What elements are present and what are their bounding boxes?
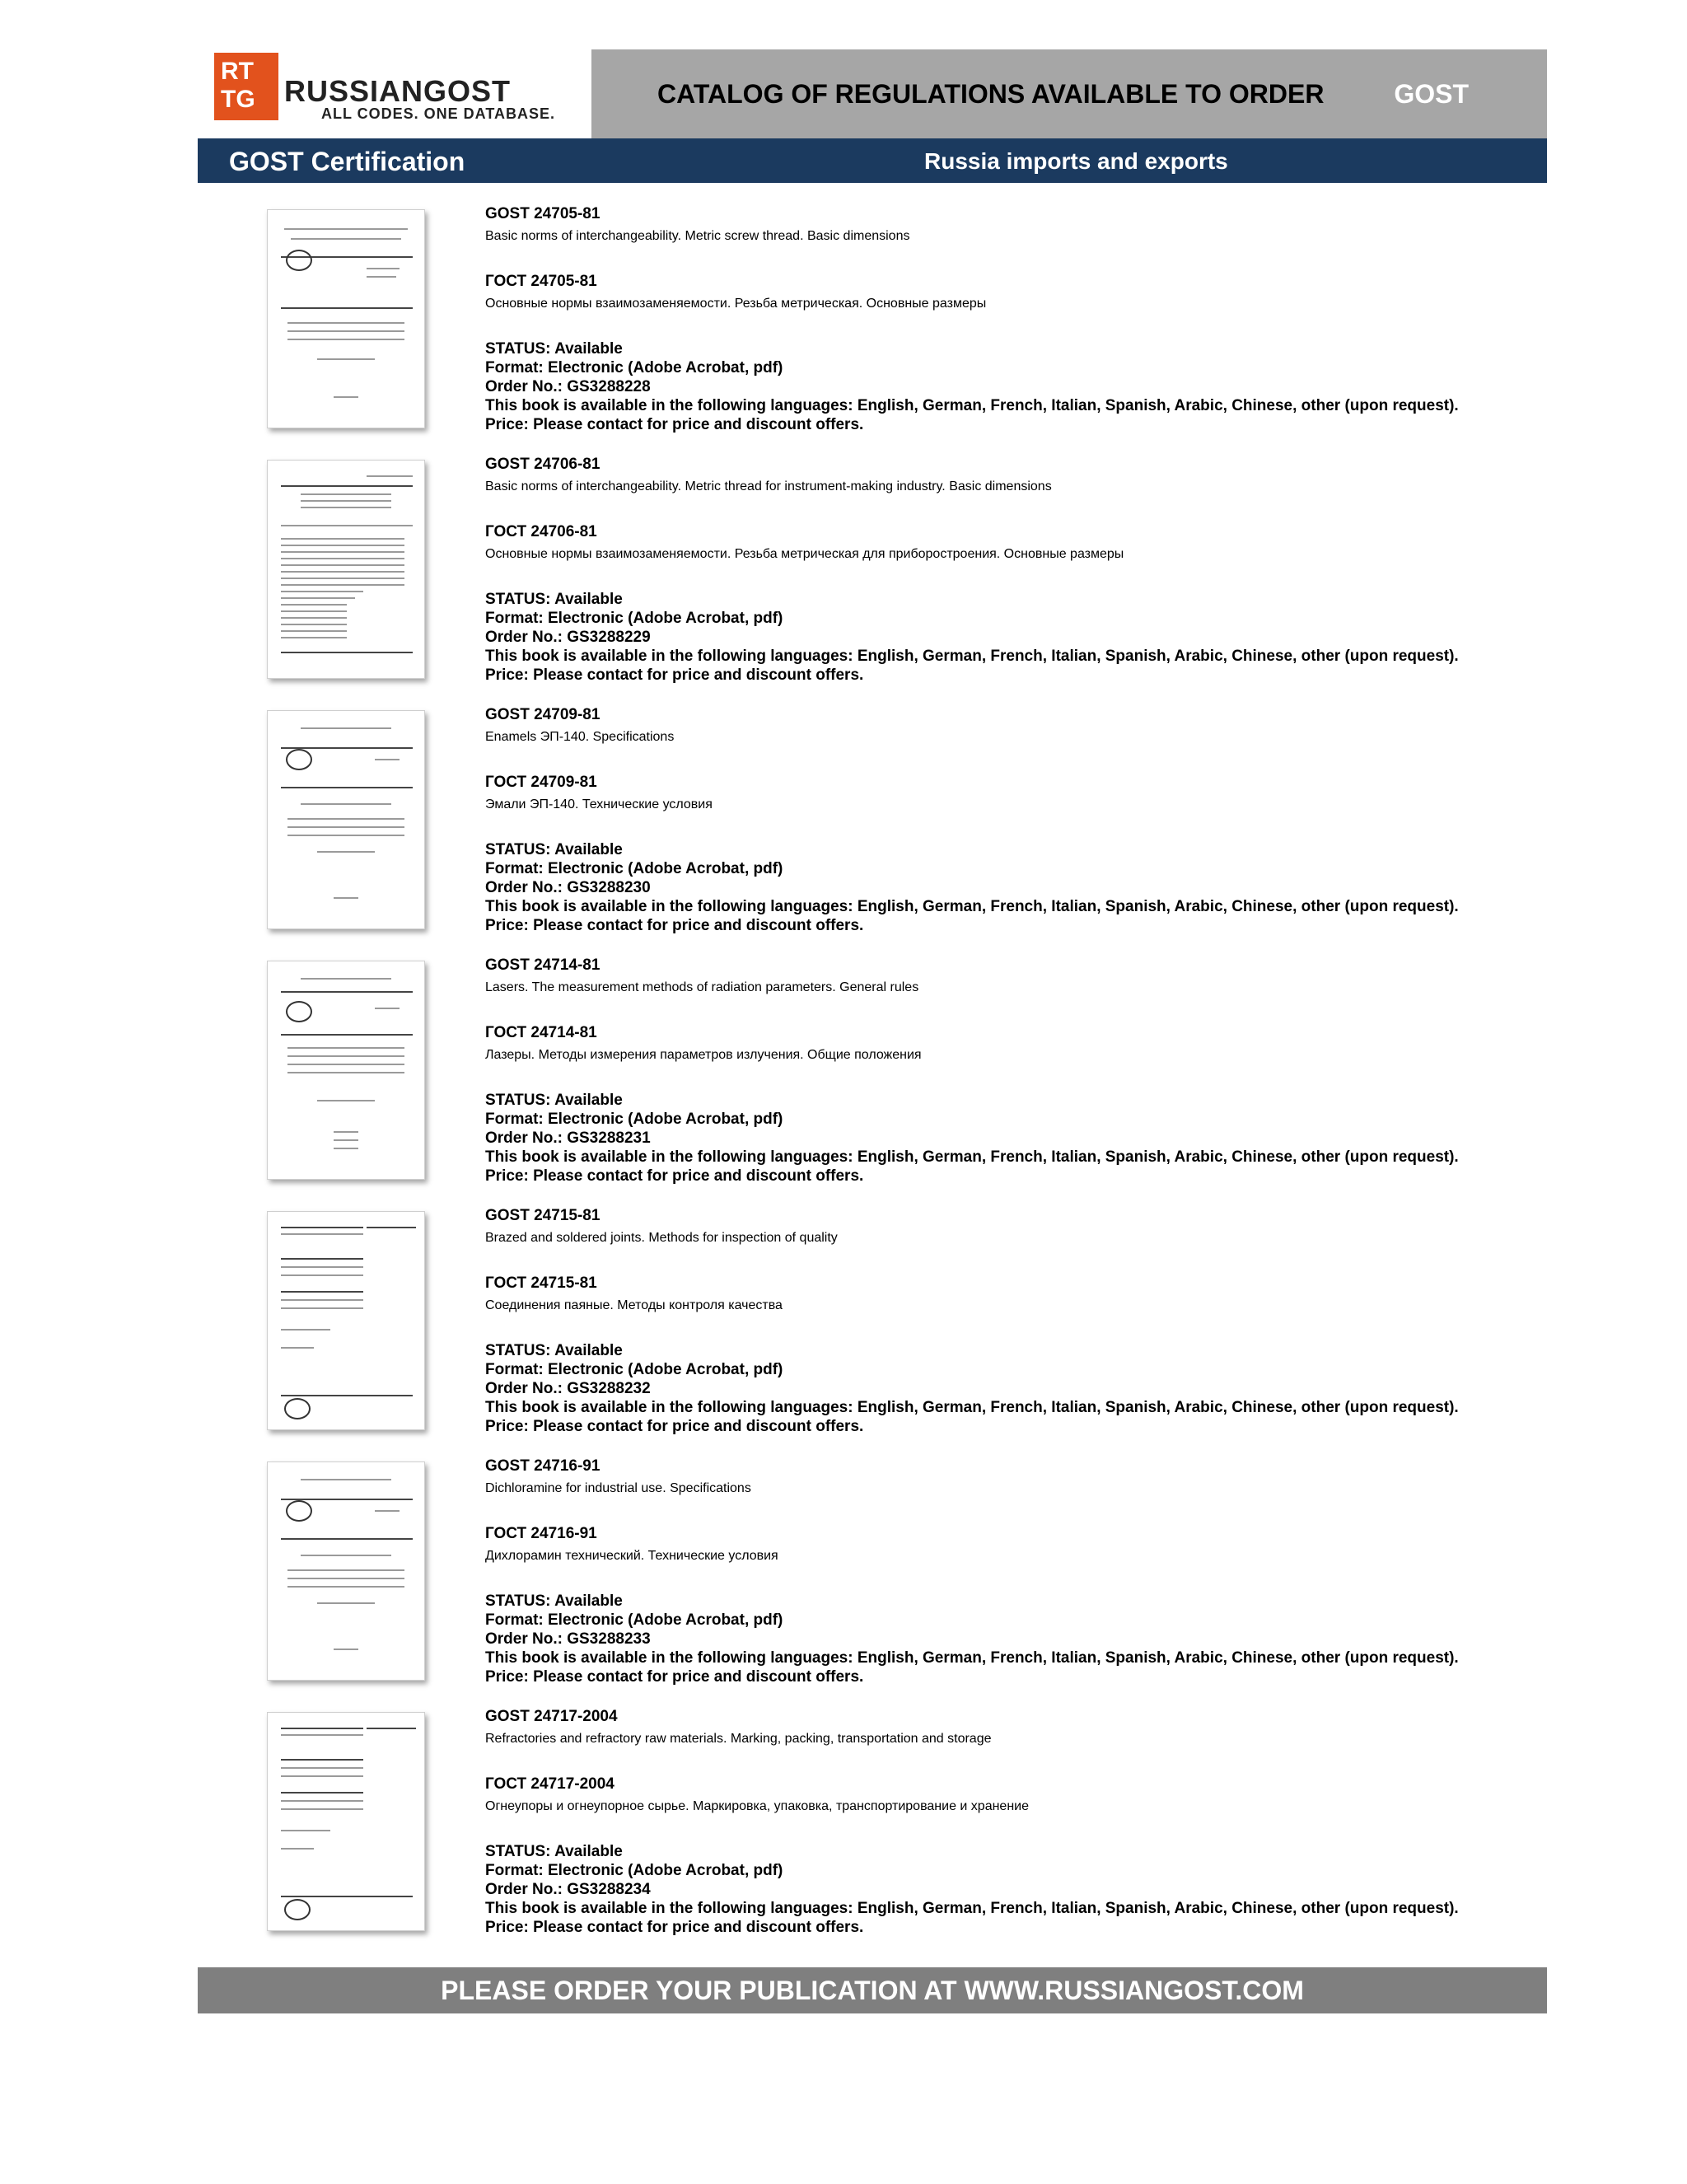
thumbnail-text-line [281,1775,363,1777]
thumbnail-text-line [281,1808,363,1810]
thumbnail-text-line [287,835,404,836]
thumbnail-text-line [287,1569,404,1571]
entry-title-ru: Основные нормы взаимозаменяемости. Резьба метрическая. Основные размеры [485,297,987,311]
catalog-header [591,49,1547,138]
catalog-entry [198,1200,1547,1450]
thumbnail-text-line [334,1139,358,1141]
thumbnail-text-line [281,1299,363,1301]
document-thumbnail[interactable] [267,1211,425,1430]
entry-order-no: Order No.: GS3288233 [485,1630,651,1648]
thumbnail-text-line [301,727,391,729]
entry-price: Price: Please contact for price and discount offers. [485,666,864,684]
thumbnail-text-line [367,475,413,477]
entry-code-en: GOST 24705-81 [485,205,600,222]
thumbnail-text-line [281,1538,413,1540]
thumbnail-text-line [281,545,404,546]
entry-format: Format: Electronic (Adobe Acrobat, pdf) [485,1862,783,1879]
entry-code-ru: ГОСТ 24714-81 [485,1024,597,1041]
standard-emblem-icon [286,1001,312,1022]
entry-status: STATUS: Available [485,591,623,608]
thumbnail-text-line [287,1047,404,1049]
thumbnail-text-line [287,330,404,332]
entry-languages: This book is available in the following languages: English, German, French, Italian, Spanish, Arabic, Chinese, other (upon request). [485,1900,1459,1917]
standard-emblem-icon [286,749,312,770]
entry-code-en: GOST 24715-81 [485,1207,600,1224]
entry-title-en: Dichloramine for industrial use. Specifications [485,1481,751,1495]
entry-languages: This book is available in the following languages: English, German, French, Italian, Spanish, Arabic, Chinese, other (upon request). [485,1148,1459,1166]
entry-details [485,705,1540,935]
entry-format: Format: Electronic (Adobe Acrobat, pdf) [485,359,783,376]
thumbnail-text-line [287,1055,404,1057]
thumbnail-text-line [317,851,375,853]
thumbnail-text-line [281,571,404,573]
document-thumbnail[interactable] [267,961,425,1180]
entry-order-no: Order No.: GS3288230 [485,879,651,896]
thumbnail-text-line [287,826,404,828]
entry-code-ru: ГОСТ 24717-2004 [485,1775,615,1793]
thumbnail-text-line [287,339,404,340]
thumbnail-text-line [301,500,391,502]
entry-title-en: Lasers. The measurement methods of radiation parameters. General rules [485,980,919,994]
thumbnail-text-line [281,1307,363,1309]
document-thumbnail[interactable] [267,710,425,929]
catalog-entry [198,448,1547,699]
entry-title-en: Basic norms of interchangeability. Metric thread for instrument-making industry. Basic dimensions [485,479,1052,493]
logo-mark-icon [214,53,278,120]
entry-title-en: Refractories and refractory raw materials. Marking, packing, transportation and storage [485,1732,992,1746]
entry-code-en: GOST 24706-81 [485,456,600,473]
thumbnail-text-line [287,1064,404,1065]
catalog-entries [198,198,1547,1951]
thumbnail-text-line [281,307,413,309]
thumbnail-text-line [334,1148,358,1149]
catalog-entry [198,699,1547,949]
standard-emblem-icon [284,1398,311,1419]
spacer [485,997,1540,1023]
entry-status: STATUS: Available [485,1843,623,1860]
spacer [485,1816,1540,1842]
entry-format: Format: Electronic (Adobe Acrobat, pdf) [485,1611,783,1629]
entry-order-no: Order No.: GS3288234 [485,1881,651,1898]
document-thumbnail[interactable] [267,460,425,679]
logo-mark-bottom: TG [221,86,255,113]
entry-code-ru: ГОСТ 24716-91 [485,1525,597,1542]
entry-details [485,455,1540,685]
thumbnail-text-line [281,1258,363,1260]
entry-title-ru: Соединения паяные. Методы контроля качества [485,1298,783,1312]
thumbnail-text-line [301,978,391,980]
entry-languages: This book is available in the following languages: English, German, French, Italian, Spanish, Arabic, Chinese, other (upon request). [485,1649,1459,1667]
thumbnail-text-line [334,1649,358,1650]
entry-title-ru: Основные нормы взаимозаменяемости. Резьба метрическая для приборостроения. Основные размеры [485,547,1124,561]
entry-price: Price: Please contact for price and discount offers. [485,917,864,934]
document-thumbnail[interactable] [267,209,425,428]
thumbnail-text-line [281,1329,330,1331]
thumbnail-text-line [281,1395,413,1396]
thumbnail-text-line [281,1848,314,1850]
entry-details [485,1707,1540,1937]
entry-code-en: GOST 24709-81 [485,706,600,723]
entry-title-ru: Лазеры. Методы измерения параметров излучения. Общие положения [485,1048,922,1062]
thumbnail-text-line [375,759,400,760]
catalog-entry [198,1450,1547,1700]
thumbnail-text-line [281,630,347,632]
entry-order-no: Order No.: GS3288229 [485,629,651,646]
entry-code-ru: ГОСТ 24706-81 [485,523,597,540]
entry-code-en: GOST 24716-91 [485,1457,600,1475]
thumbnail-text-line [375,1510,400,1512]
thumbnail-text-line [281,1233,363,1235]
thumbnail-text-line [367,1227,416,1228]
entry-status: STATUS: Available [485,1342,623,1359]
entry-languages: This book is available in the following languages: English, German, French, Italian, Spanish, Arabic, Chinese, other (upon request). [485,1399,1459,1416]
thumbnail-text-line [281,610,347,612]
spacer [485,1064,1540,1091]
entry-languages: This book is available in the following languages: English, German, French, Italian, Spanish, Arabic, Chinese, other (upon request). [485,648,1459,665]
thumbnail-text-line [301,1555,391,1556]
catalog-entry [198,198,1547,448]
entry-details [485,1457,1540,1686]
banner [198,138,1547,183]
spacer [485,814,1540,840]
thumbnail-text-line [281,558,404,559]
thumbnail-text-line [281,1728,363,1729]
spacer [485,1748,1540,1775]
thumbnail-text-line [367,276,396,278]
spacer [485,496,1540,522]
catalog-title: CATALOG OF REGULATIONS AVAILABLE TO ORDER [657,79,1325,109]
standard-emblem-icon [284,1899,311,1920]
thumbnail-text-line [281,1800,363,1802]
entry-code-en: GOST 24717-2004 [485,1708,618,1725]
thumbnail-text-line [281,578,404,579]
entry-title-en: Basic norms of interchangeability. Metric screw thread. Basic dimensions [485,229,910,243]
thumbnail-text-line [281,624,347,625]
thumbnail-text-line [287,818,404,820]
entry-price: Price: Please contact for price and discount offers. [485,1919,864,1936]
entry-status: STATUS: Available [485,340,623,358]
thumbnail-text-line [301,803,391,805]
entry-title-ru: Огнеупоры и огнеупорное сырье. Маркировка, упаковка, транспортирование и хранение [485,1799,1029,1813]
entry-code-en: GOST 24714-81 [485,956,600,974]
thumbnail-text-line [281,525,413,526]
entry-code-ru: ГОСТ 24709-81 [485,774,597,791]
thumbnail-text-line [287,1586,404,1588]
thumbnail-text-line [367,1728,416,1729]
spacer [485,1498,1540,1524]
entry-details [485,956,1540,1186]
entry-order-no: Order No.: GS3288232 [485,1380,651,1397]
catalog-tag: GOST [1394,79,1469,109]
spacer [485,313,1540,339]
spacer [485,1315,1540,1341]
thumbnail-text-line [281,591,363,592]
entry-status: STATUS: Available [485,1092,623,1109]
catalog-entry [198,949,1547,1200]
header [198,49,1547,138]
entry-price: Price: Please contact for price and discount offers. [485,416,864,433]
thumbnail-text-line [281,1896,413,1897]
thumbnail-text-line [281,652,413,653]
spacer [485,746,1540,773]
thumbnail-text-line [281,551,404,553]
entry-order-no: Order No.: GS3288228 [485,378,651,395]
entry-format: Format: Electronic (Adobe Acrobat, pdf) [485,1361,783,1378]
thumbnail-text-line [281,1291,363,1293]
thumbnail-text-line [334,396,358,398]
spacer [485,1565,1540,1592]
thumbnail-text-line [287,1578,404,1579]
entry-details [485,204,1540,434]
thumbnail-text-line [281,564,404,566]
thumbnail-text-line [281,1034,413,1036]
thumbnail-text-line [281,604,347,606]
entry-title-ru: Эмали ЭП-140. Технические условия [485,797,713,811]
logo-tagline: ALL CODES. ONE DATABASE. [321,105,556,122]
thumbnail-text-line [281,1830,330,1831]
entry-price: Price: Please contact for price and discount offers. [485,1418,864,1435]
entry-status: STATUS: Available [485,1592,623,1610]
logo-name: RUSSIANGOST [284,74,512,108]
entry-languages: This book is available in the following languages: English, German, French, Italian, Spanish, Arabic, Chinese, other (upon request). [485,397,1459,414]
entry-code-ru: ГОСТ 24705-81 [485,273,597,290]
thumbnail-text-line [281,617,347,619]
order-footer[interactable] [198,1967,1547,2013]
logo[interactable] [198,49,591,138]
entry-status: STATUS: Available [485,841,623,858]
thumbnail-text-line [301,507,391,508]
thumbnail-text-line [281,1792,363,1793]
logo-mark-top: RT [221,58,254,85]
thumbnail-text-line [334,897,358,899]
entry-price: Price: Please contact for price and discount offers. [485,1668,864,1686]
spacer [485,564,1540,590]
thumbnail-text-line [281,1759,363,1761]
entry-details [485,1206,1540,1436]
document-thumbnail[interactable] [267,1712,425,1931]
thumbnail-text-line [317,358,375,360]
banner-left: GOST Certification [229,147,465,176]
thumbnail-text-line [375,1008,400,1009]
spacer [485,1247,1540,1274]
thumbnail-text-line [284,228,408,230]
thumbnail-text-line [281,637,347,638]
entry-title-en: Brazed and soldered joints. Methods for inspection of quality [485,1231,838,1245]
thumbnail-text-line [367,268,400,269]
thumbnail-text-line [281,584,404,586]
thumbnail-text-line [287,322,404,324]
catalog-entry [198,1700,1547,1951]
thumbnail-text-line [281,787,413,788]
standard-emblem-icon [286,250,312,271]
entry-title-ru: Дихлорамин технический. Технические условия [485,1549,778,1563]
thumbnail-text-line [281,597,355,599]
thumbnail-text-line [281,1274,363,1276]
thumbnail-text-line [281,1266,363,1268]
entry-order-no: Order No.: GS3288231 [485,1129,651,1147]
thumbnail-text-line [301,1479,391,1480]
standard-emblem-icon [286,1500,312,1522]
entry-price: Price: Please contact for price and discount offers. [485,1167,864,1185]
thumbnail-text-line [281,538,404,540]
thumbnail-text-line [317,1602,375,1604]
entry-format: Format: Electronic (Adobe Acrobat, pdf) [485,1111,783,1128]
thumbnail-text-line [334,1131,358,1133]
banner-right: Russia imports and exports [924,148,1228,174]
entry-title-en: Enamels ЭП-140. Specifications [485,730,675,744]
footer-text: PLEASE ORDER YOUR PUBLICATION AT WWW.RUSSIANGOST.COM [441,1976,1304,2005]
thumbnail-text-line [301,493,391,495]
thumbnail-text-line [287,1072,404,1073]
entry-format: Format: Electronic (Adobe Acrobat, pdf) [485,860,783,877]
spacer [485,246,1540,272]
thumbnail-text-line [281,1227,363,1228]
entry-languages: This book is available in the following languages: English, German, French, Italian, Spanish, Arabic, Chinese, other (upon request). [485,898,1459,915]
entry-format: Format: Electronic (Adobe Acrobat, pdf) [485,610,783,627]
thumbnail-text-line [281,485,413,487]
thumbnail-text-line [291,238,401,240]
thumbnail-text-line [281,991,413,993]
document-thumbnail[interactable] [267,1461,425,1681]
thumbnail-text-line [281,1734,363,1736]
thumbnail-text-line [281,1767,363,1769]
entry-code-ru: ГОСТ 24715-81 [485,1274,597,1292]
thumbnail-text-line [317,1100,375,1101]
thumbnail-text-line [281,1347,314,1349]
